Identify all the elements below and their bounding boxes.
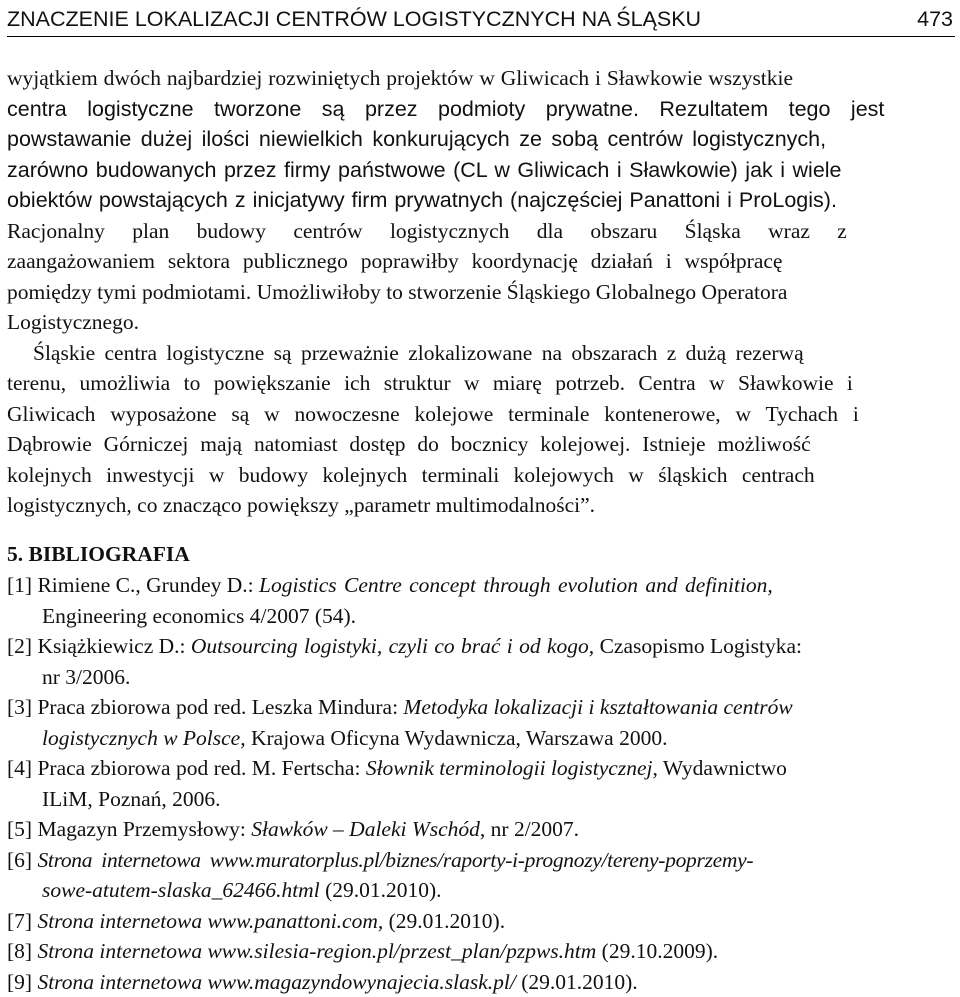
bib-continuation: Engineering economics 4/2007 (54). [7, 601, 954, 632]
paragraph-line [7, 94, 954, 125]
bib-number: [1] [7, 573, 37, 597]
bib-continuation [7, 875, 954, 906]
bib-author: Praca zbiorowa pod red. Leszka Mindura: [37, 695, 403, 719]
header-title: ZNACZENIE LOKALIZACJI CENTRÓW LOGISTYCZNYCH NA ŚLĄSKU [7, 4, 701, 34]
paragraph-line: logistycznych, co znacząco powiększy „parametr multimodalności”. [7, 490, 954, 521]
bibliography-entry-4 [7, 753, 954, 814]
bibliography-entry-3 [7, 692, 954, 753]
bib-line [7, 814, 954, 845]
bibliography-entry-8 [7, 936, 954, 967]
bib-title: Sławków – Daleki Wschód [251, 817, 480, 841]
bib-number: [9] [7, 970, 37, 994]
bib-link[interactable]: Strona internetowa www.magazyndowynajecia.slask.pl/ [37, 970, 515, 994]
bib-author: Magazyn Przemysłowy: [37, 817, 251, 841]
bib-author: Praca zbiorowa pod red. M. Fertscha: [37, 756, 365, 780]
bib-continuation [7, 723, 954, 754]
page-number: 473 [917, 4, 953, 34]
bib-line [7, 845, 954, 876]
bib-number: [6] [7, 848, 37, 872]
paragraph-line: zarówno budowanych przez firmy państwowe (CL w Gliwicach i Sławkowie) jak i wiele [7, 155, 954, 186]
bib-title: Outsourcing logistyki, czyli co brać i od kogo, [191, 634, 594, 658]
bibliography-entry-7 [7, 906, 954, 937]
bib-title: Metodyka lokalizacji i kształtowania centrów [403, 695, 792, 719]
bibliography-entry-6 [7, 845, 954, 906]
paragraph-line-part: centra logistyczne tworzone są przez podmioty prywatne. Rezultatem tego jest [7, 97, 884, 121]
bibliography-list [7, 570, 954, 997]
bib-number: [3] [7, 695, 37, 719]
bib-date: (29.01.2010). [383, 909, 505, 933]
paragraph-line: Gliwicach wyposażone są w nowoczesne kolejowe terminale kontenerowe, w Tychach i [7, 399, 954, 430]
bib-date: (29.01.2010). [320, 878, 442, 902]
bib-line [7, 906, 954, 937]
paragraph-2 [7, 338, 954, 521]
bib-source: Czasopismo Logistyka: [594, 634, 802, 658]
body-text [7, 63, 954, 521]
bib-number: [5] [7, 817, 37, 841]
paragraph-line: Logistycznego. [7, 307, 954, 338]
bib-date: (29.10.2009). [596, 939, 718, 963]
paragraph-line: Racjonalny plan budowy centrów logistycznych dla obszaru Śląska wraz z [7, 216, 954, 247]
bib-continuation: ILiM, Poznań, 2006. [7, 784, 954, 815]
bib-link[interactable]: Strona internetowa www.muratorplus.pl/biznes/raporty-i-prognozy/tereny-poprzemy- [37, 848, 753, 872]
bib-source: , nr 2/2007. [480, 817, 579, 841]
paragraph-line: pomiędzy tymi podmiotami. Umożliwiłoby to stworzenie Śląskiego Globalnego Operatora [7, 277, 954, 308]
bib-line [7, 753, 954, 784]
bib-title: Słownik terminologii logistycznej [366, 756, 653, 780]
bib-line [7, 967, 954, 997]
bib-line [7, 692, 954, 723]
paragraph-line: powstawanie dużej ilości niewielkich konkurujących ze sobą centrów logistycznych, [7, 124, 954, 155]
bib-line [7, 570, 954, 601]
bib-line [7, 936, 954, 967]
bib-number: [4] [7, 756, 37, 780]
bibliography-entry-2 [7, 631, 954, 692]
section-heading: 5. BIBLIOGRAFIA [7, 539, 190, 569]
bib-number: [7] [7, 909, 37, 933]
bib-title-continued: logistycznych w Polsce, [42, 726, 246, 750]
bib-link[interactable]: Strona internetowa www.panattoni.com, [37, 909, 383, 933]
paragraph-line: zaangażowaniem sektora publicznego poprawiłby koordynację działań i współpracę [7, 246, 954, 277]
running-header [7, 4, 955, 37]
bib-link-continued[interactable]: sowe-atutem-slaska_62466.html [42, 878, 320, 902]
bib-line [7, 631, 954, 662]
paragraph-line: terenu, umożliwia to powiększanie ich struktur w miarę potrzeb. Centra w Sławkowie i [7, 368, 954, 399]
bib-continuation: nr 3/2006. [7, 662, 954, 693]
paragraph-line: obiektów powstających z inicjatywy firm prywatnych (najczęściej Panattoni i ProLogis). [7, 185, 954, 216]
bib-link[interactable]: Strona internetowa www.silesia-region.pl/przest_plan/pzpws.htm [37, 939, 596, 963]
bib-date: (29.01.2010). [516, 970, 638, 994]
bibliography-entry-9 [7, 967, 954, 997]
bib-title: Logistics Centre concept through evolution and definition, [259, 573, 773, 597]
paragraph-line: Śląskie centra logistyczne są przeważnie zlokalizowane na obszarach z dużą rezerwą [7, 338, 954, 369]
bib-source: , Wydawnictwo [652, 756, 786, 780]
paragraph-line: Dąbrowie Górniczej mają natomiast dostęp do bocznicy kolejowej. Istnieje możliwość [7, 429, 954, 460]
paragraph-1 [7, 63, 954, 338]
bib-author: Książkiewicz D.: [37, 634, 190, 658]
bibliography-entry-5 [7, 814, 954, 845]
bib-number: [2] [7, 634, 37, 658]
bibliography-entry-1 [7, 570, 954, 631]
paragraph-line: wyjątkiem dwóch najbardziej rozwiniętych projektów w Gliwicach i Sławkowie wszystkie [7, 63, 954, 94]
bib-number: [8] [7, 939, 37, 963]
paragraph-line: kolejnych inwestycji w budowy kolejnych terminali kolejowych w śląskich centrach [7, 460, 954, 491]
bib-source: Krajowa Oficyna Wydawnicza, Warszawa 2000. [246, 726, 668, 750]
bib-author: Rimiene C., Grundey D.: [37, 573, 259, 597]
